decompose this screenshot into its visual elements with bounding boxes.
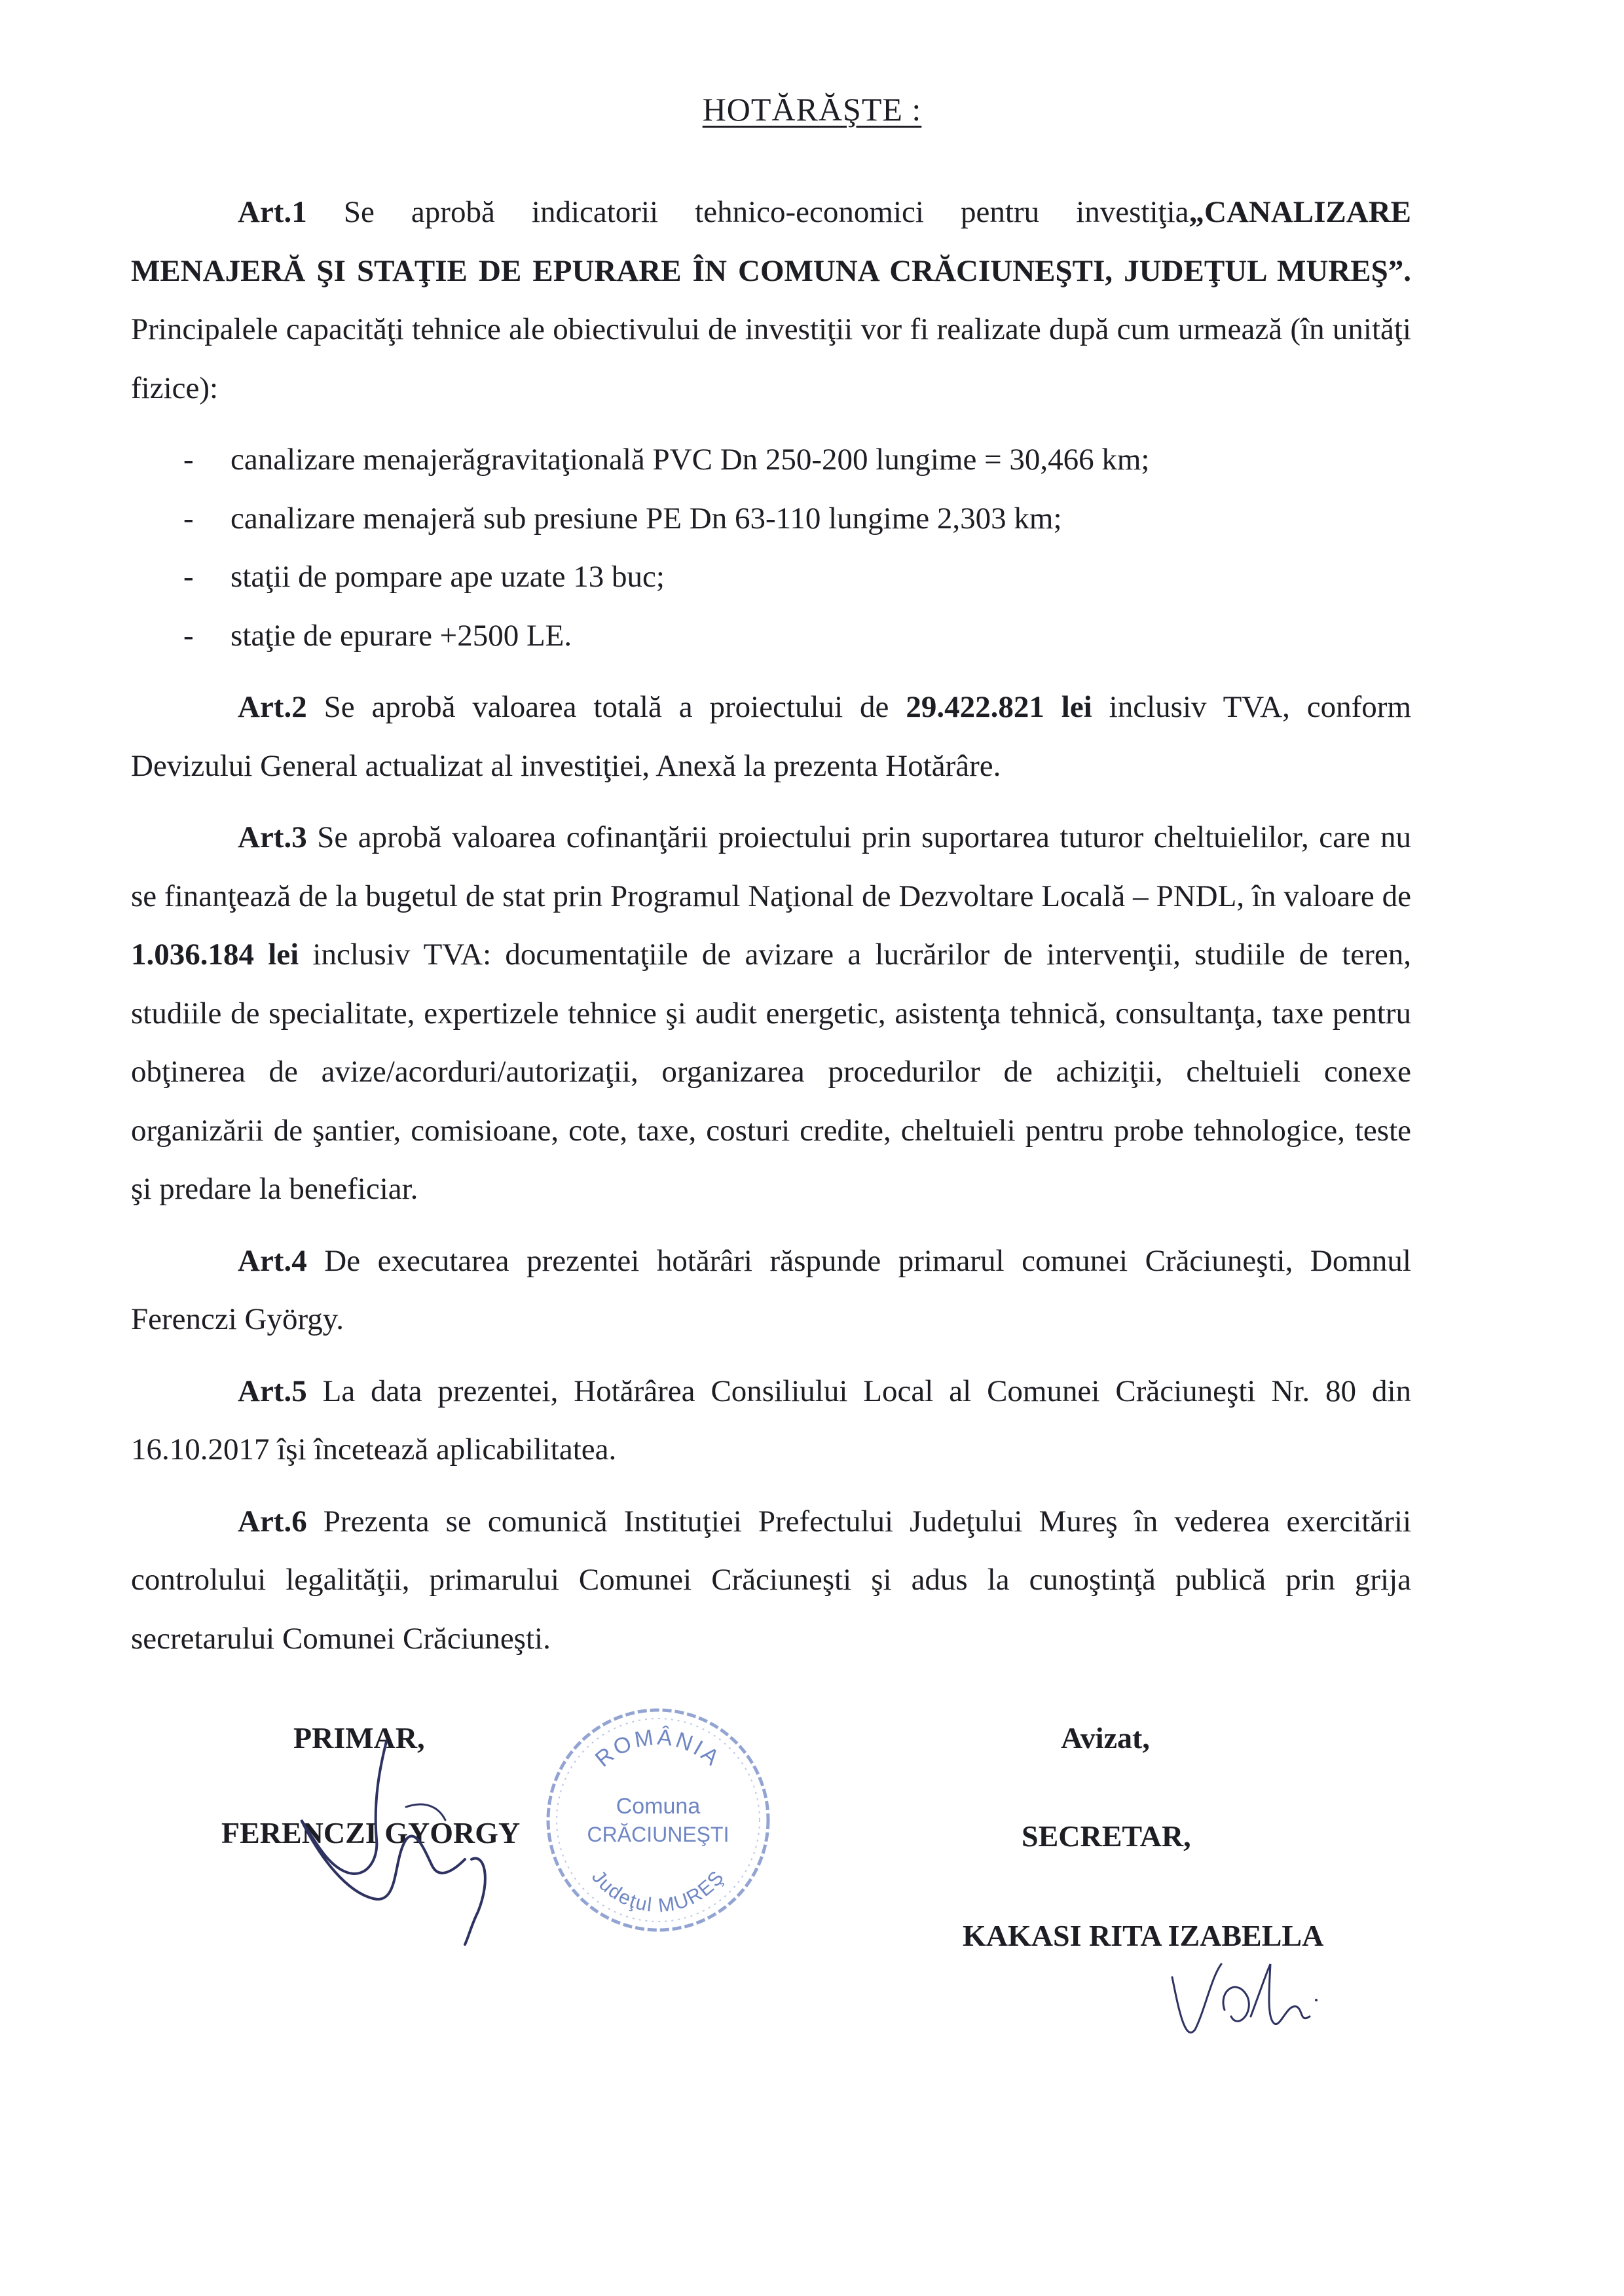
- mayor-name: FERENCZI GYORGY: [221, 1816, 521, 1850]
- article-text: inclusiv TVA, conform Devizului General actualizat al investiţiei, Anexă la prezenta Hotărâre.: [131, 690, 1411, 783]
- article-text: Se aprobă valoarea cofinanţării proiectului prin suportarea tuturor cheltuielilor, care nu se finanţează de la bugetul de stat prin Programul Naţional de Dezvoltare Locală – PNDL, în valoare de: [131, 820, 1411, 913]
- article-1: [131, 183, 1411, 418]
- secretary-handwritten-signature: [1159, 1951, 1329, 2056]
- secretary-name: KAKASI RITA IZABELLA: [963, 1919, 1324, 1952]
- article-text: Principalele capacităţi tehnice ale obiectivului de investiţii vor fi realizate după cum urmează (în unităţi fizice):: [131, 312, 1411, 405]
- endorsed-label: Avizat,: [1061, 1721, 1150, 1755]
- article-text: Se aprobă indicatorii tehnico-economici pentru investiţia: [306, 195, 1189, 229]
- article-text: La data prezentei, Hotărârea Consiliului Local al Comunei Crăciuneşti Nr. 80 din 16.10.2017 îşi încetează aplicabilitatea.: [131, 1374, 1411, 1467]
- article-text: Se aprobă valoarea totală a proiectului de: [306, 690, 906, 724]
- article-2: [131, 678, 1411, 795]
- article-label: Art.4: [238, 1243, 307, 1278]
- svg-text:Judeţul MUREŞ: Judeţul MUREŞ: [587, 1866, 729, 1917]
- heading-text: HOTĂRĂŞTE :: [702, 91, 922, 128]
- mayor-title: PRIMAR,: [293, 1721, 425, 1755]
- article-6: [131, 1493, 1411, 1669]
- svg-text:ROMÂNIA: ROMÂNIA: [590, 1724, 726, 1772]
- article-3: [131, 809, 1411, 1219]
- svg-text:CRĂCIUNEŞTI: CRĂCIUNEŞTI: [587, 1823, 729, 1846]
- article-label: Art.1: [238, 195, 307, 229]
- article-text: Prezenta se comunică Instituţiei Prefectului Judeţului Mureş în vederea exercitării controlului legalităţii, primarului Comunei Crăciuneşti şi adus la cunoştinţă publică prin grija secretarului Comunei Crăciuneşti.: [131, 1504, 1411, 1656]
- article-text: De executarea prezentei hotărâri răspunde primarul comunei Crăciuneşti, Domnul Ferenczi György.: [131, 1243, 1411, 1336]
- articles-body: [131, 183, 1411, 1681]
- article-emphasis: „CANALIZARE MENAJERĂ ŞI STAŢIE DE EPURARE ÎN COMUNA CRĂCIUNEŞTI, JUDEŢUL MUREŞ”.: [131, 195, 1411, 288]
- article-emphasis: 1.036.184 lei: [131, 938, 299, 972]
- article-label: Art.5: [238, 1374, 307, 1408]
- article-text: inclusiv TVA: documentaţiile de avizare a lucrărilor de intervenţii, studiile de teren, studiile de specialitate, expertizele tehnice şi audit energetic, asistenţa tehnică, consultanţa, taxe pentru obţinerea de avize/acorduri/autorizaţii, organizarea procedurilor de achiziţii, cheltuieli conexe organizării de şantier, comisioane, cote, taxe, costuri credite, cheltuieli pentru probe tehnologice, teste şi predare la beneficiar.: [131, 938, 1411, 1206]
- mayor-handwritten-signature: [275, 1728, 524, 1951]
- article-emphasis: 29.422.821 lei: [906, 690, 1092, 724]
- capacities-list: [131, 431, 1411, 665]
- official-stamp: [537, 1699, 779, 1941]
- list-item: - staţie de epurare +2500 LE.: [131, 607, 1411, 666]
- svg-text:Comuna: Comuna: [616, 1794, 701, 1819]
- article-4: [131, 1232, 1411, 1349]
- list-item: - canalizare menajeră sub presiune PE Dn 63-110 lungime 2,303 km;: [131, 490, 1411, 549]
- article-label: Art.6: [238, 1504, 307, 1539]
- decision-heading: [0, 90, 1624, 128]
- article-label: Art.2: [238, 690, 307, 724]
- secretary-title: SECRETAR,: [1022, 1819, 1191, 1853]
- article-label: Art.3: [238, 820, 307, 854]
- article-5: [131, 1362, 1411, 1480]
- list-item: - staţii de pompare ape uzate 13 buc;: [131, 548, 1411, 607]
- list-item: - canalizare menajerăgravitaţională PVC Dn 250-200 lungime = 30,466 km;: [131, 431, 1411, 490]
